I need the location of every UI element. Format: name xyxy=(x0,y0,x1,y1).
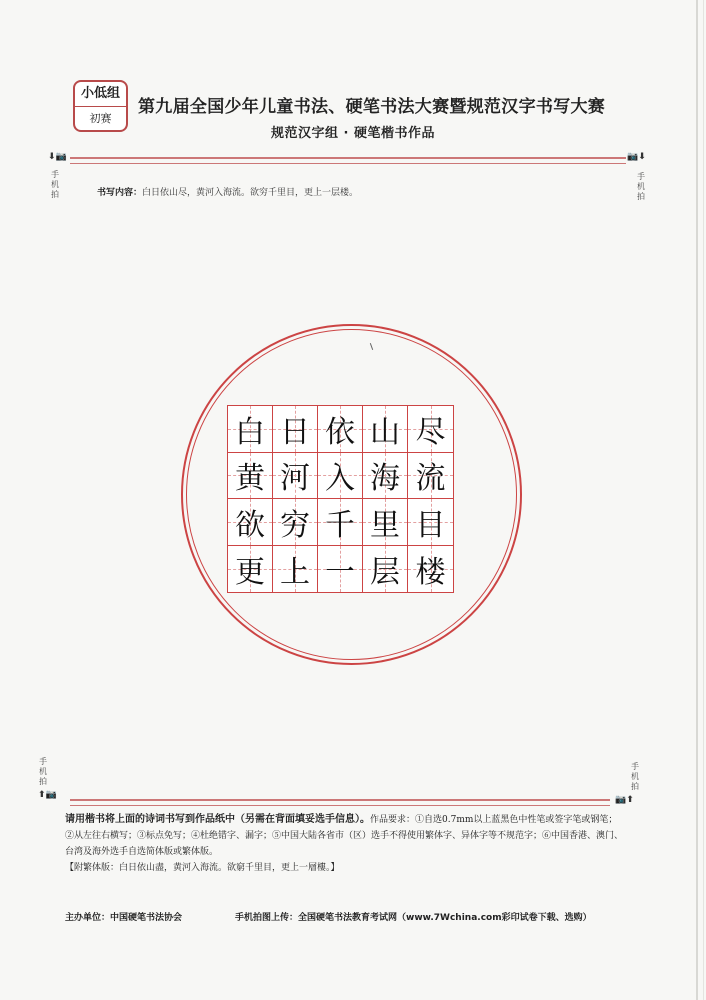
content-poem: 白日依山尽，黄河入海流。欲穷千里目，更上一层楼。 xyxy=(142,188,359,198)
page-edge-line-2 xyxy=(703,0,704,1000)
grid-cell: 尽 xyxy=(408,406,453,453)
camera-up-icon: ⬆📷 xyxy=(38,790,57,800)
snap-label-bottom-left: 手机拍 xyxy=(39,757,47,786)
snap-label-top-left: 手机拍 xyxy=(51,170,59,199)
camera-up-icon-right: 📷⬆ xyxy=(615,795,634,805)
badge-group: 小低组 xyxy=(75,82,126,107)
grid-cell: 层 xyxy=(363,546,408,593)
grid-cell: 依 xyxy=(318,406,363,453)
grid-cell: 里 xyxy=(363,499,408,546)
grid-cell: 入 xyxy=(318,453,363,500)
grid-cell: 欲 xyxy=(228,499,273,546)
grid-cell: 日 xyxy=(273,406,318,453)
grid-cell: 更 xyxy=(228,546,273,593)
page-edge-line xyxy=(696,0,698,1000)
traditional-version: 【附繁体版：白日依山盡，黄河入海流。欲窮千里目，更上一層樓。】 xyxy=(65,863,340,873)
writing-grid xyxy=(227,405,454,593)
grid-cell: 楼 xyxy=(408,546,453,593)
snap-label-bottom-right: 手机拍 xyxy=(631,762,639,791)
writing-content xyxy=(97,185,358,198)
grid-cell: 千 xyxy=(318,499,363,546)
instructions xyxy=(65,812,625,860)
top-rule xyxy=(70,157,626,159)
page-subtitle: 规范汉字组 · 硬笔楷书作品 xyxy=(271,126,435,141)
instructions-lead: 请用楷书将上面的诗词书写到作品纸中（另需在背面填妥选手信息）。 xyxy=(65,814,370,825)
grid-cell: 白 xyxy=(228,406,273,453)
upload-info: 手机拍图上传：全国硬笔书法教育考试网（www.7Wchina.com彩印试卷下载、选购） xyxy=(235,913,592,923)
page-title: 第九届全国少年儿童书法、硬笔书法大赛暨规范汉字书写大赛 xyxy=(138,97,606,117)
snap-label-top-right: 手机拍 xyxy=(637,172,645,201)
instructions-requirements: 作品要求：①自选0.7mm以上蓝黑色中性笔或签字笔或钢笔；②从左往右横写；③标点免写；④杜绝错字、漏字；⑤中国大陆各省市（区）选手不得使用繁体字、异体字等不规范字；⑥中国香港、澳门、台湾及海外选手自选简体版或繁体版。 xyxy=(65,815,624,857)
grid-cell: 上 xyxy=(273,546,318,593)
top-rule-thin xyxy=(70,163,626,164)
camera-down-icon: ⬇📷 xyxy=(48,152,67,162)
grid-cell: 目 xyxy=(408,499,453,546)
organizer: 主办单位：中国硬笔书法协会 xyxy=(65,913,183,923)
grid-cell: 山 xyxy=(363,406,408,453)
grid-cell: 黄 xyxy=(228,453,273,500)
grid-cell: 海 xyxy=(363,453,408,500)
grid-cell: 河 xyxy=(273,453,318,500)
badge-round: 初赛 xyxy=(89,112,112,125)
bottom-rule xyxy=(70,799,610,801)
content-label: 书写内容： xyxy=(97,188,143,198)
grid-cell: 一 xyxy=(318,546,363,593)
grid-cell: 穷 xyxy=(273,499,318,546)
bottom-rule-thin xyxy=(70,805,610,806)
camera-down-icon-right: 📷⬇ xyxy=(627,152,646,162)
grid-cell: 流 xyxy=(408,453,453,500)
